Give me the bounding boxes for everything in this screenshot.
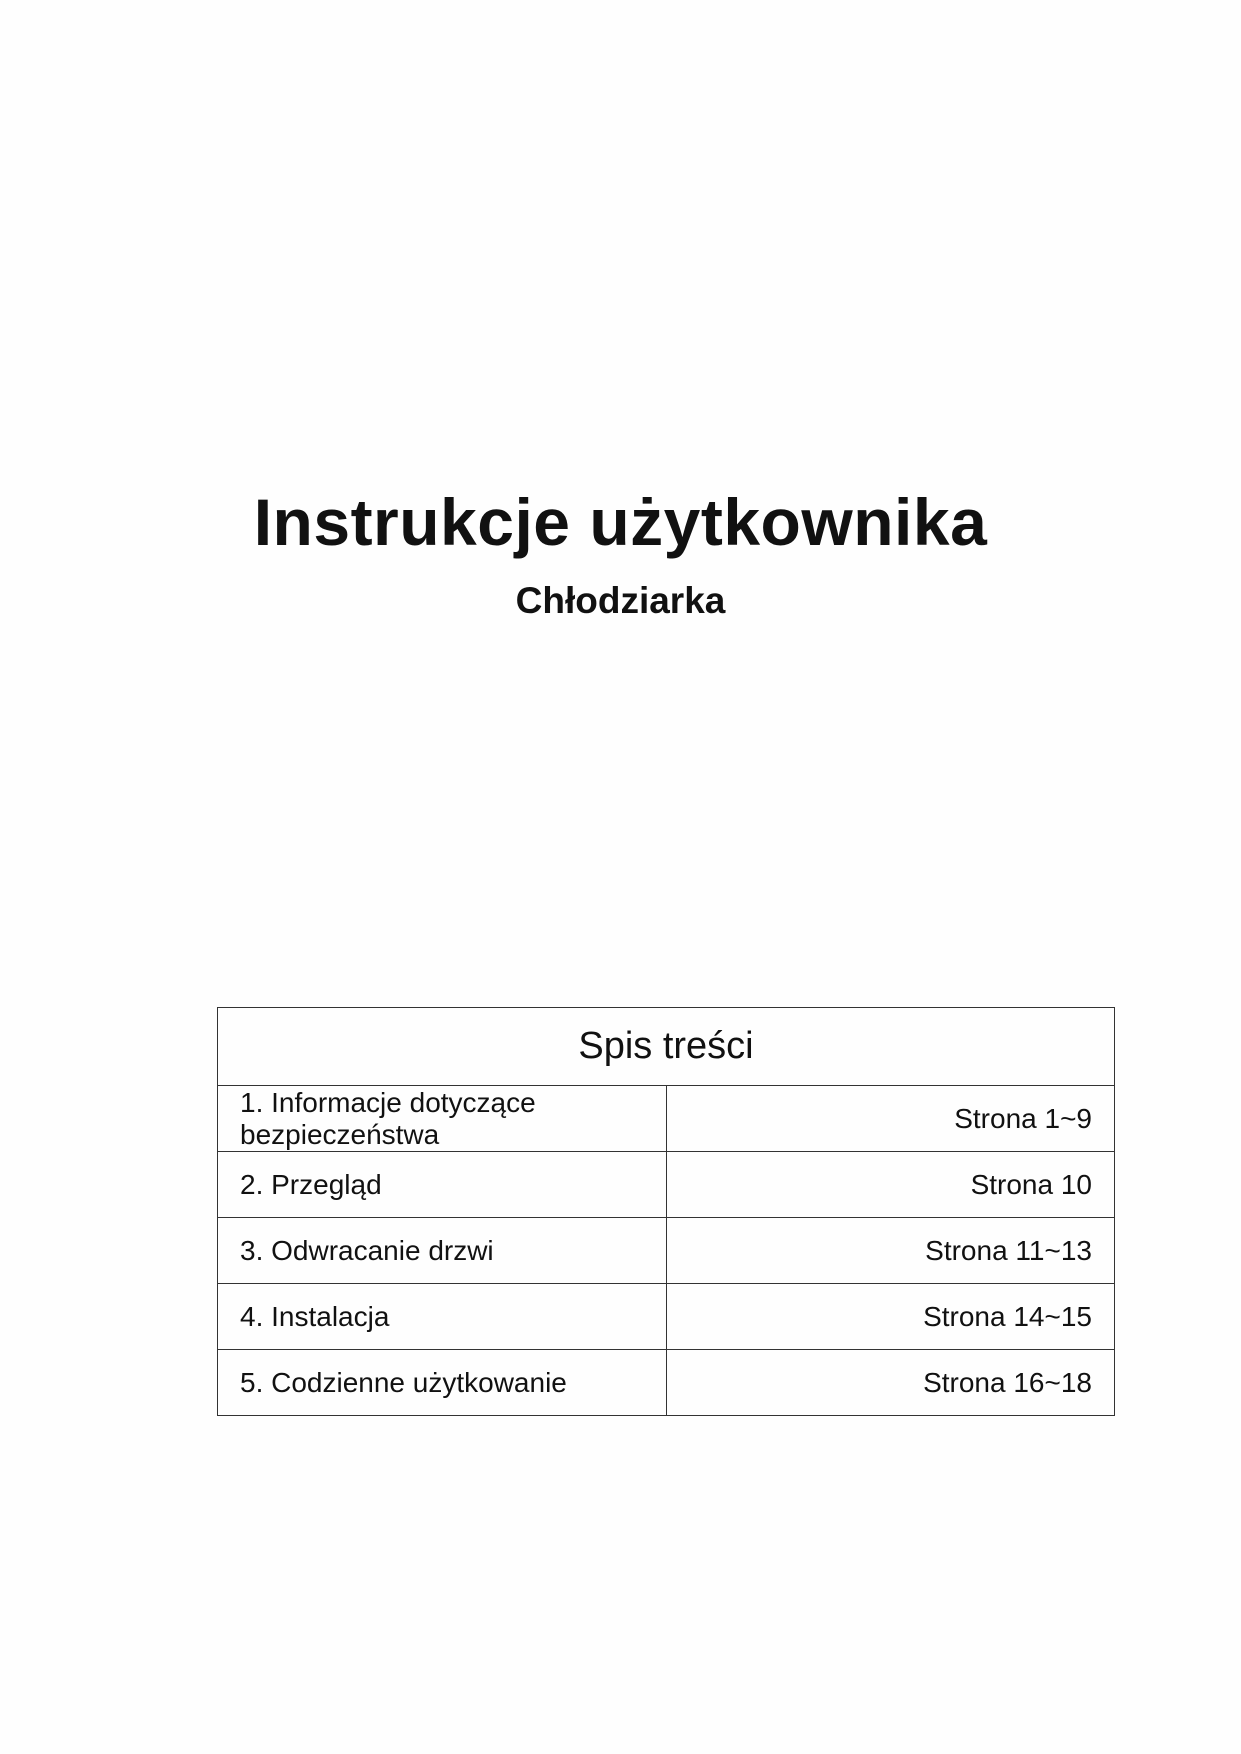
toc-entry-label: 2. Przegląd [218,1152,667,1218]
toc-entry-page: Strona 16~18 [666,1350,1115,1416]
table-row [218,1218,1115,1284]
toc-entry-page: Strona 1~9 [666,1086,1115,1152]
toc-entry-label: 1. Informacje dotyczące bezpieczeństwa [218,1086,667,1152]
table-row [218,1350,1115,1416]
toc-entry-page: Strona 10 [666,1152,1115,1218]
toc-entry-label: 4. Instalacja [218,1284,667,1350]
toc-entry-page: Strona 11~13 [666,1218,1115,1284]
table-of-contents [217,1007,1115,1416]
toc-entry-label: 3. Odwracanie drzwi [218,1218,667,1284]
toc-heading: Spis treści [218,1008,1115,1086]
table-row [218,1284,1115,1350]
table-row [218,1152,1115,1218]
document-title: Instrukcje użytkownika [253,485,988,559]
table-row [218,1086,1115,1152]
document-subtitle: Chłodziarka [515,580,726,621]
toc-entry-page: Strona 14~15 [666,1284,1115,1350]
toc-header-row [218,1008,1115,1086]
toc-entry-label: 5. Codzienne użytkowanie [218,1350,667,1416]
